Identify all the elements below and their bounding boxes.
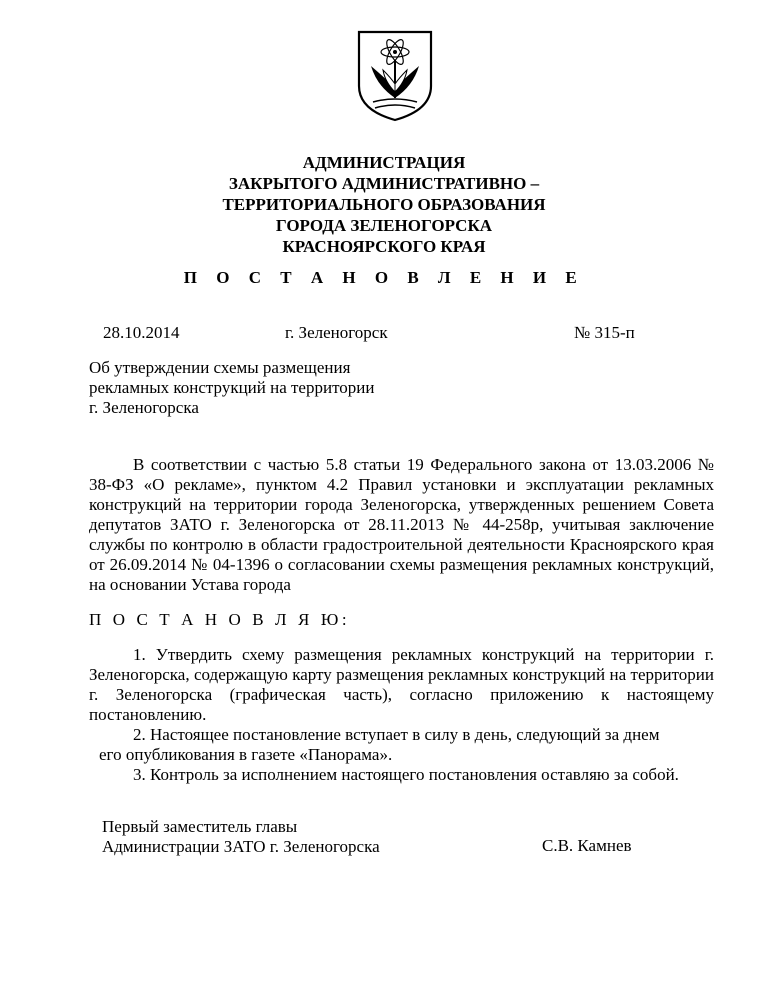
- subject-line: Об утверждении схемы размещения: [89, 358, 351, 377]
- subject-line: рекламных конструкций на территории: [89, 378, 375, 397]
- signer-name: С.В. Камнев: [542, 836, 632, 855]
- signer-title-line1: Первый заместитель главы: [102, 817, 298, 836]
- document-type: П О С Т А Н О В Л Е Н И Е: [183, 268, 585, 287]
- header-line: АДМИНИСТРАЦИЯ: [302, 153, 466, 172]
- header-line: ЗАКРЫТОГО АДМИНИСТРАТИВНО –: [228, 174, 540, 193]
- decree-item-2-cont: его опубликования в газете «Панорама».: [99, 745, 393, 764]
- document-city: г. Зеленогорск: [285, 323, 388, 342]
- preamble-paragraph: В соответствии с частью 5.8 статьи 19 Федерального закона от 13.03.2006 № 38-ФЗ «О рекламе», пунктом 4.2 Правил установки и эксплуатации рекламных конструкций на территории города Зеленогорска, утвержденных решением Совета депутатов ЗАТО г. Зеленогорска от 28.11.2013 № 44-258р, учитывая заключение службы по контролю в области градостроительной деятельности Красноярского края от 26.09.2014 № 04-1396 о согласовании схемы размещения рекламных конструкций, на основании Устава города: [89, 455, 714, 594]
- header-line: ТЕРРИТОРИАЛЬНОГО ОБРАЗОВАНИЯ: [222, 195, 546, 214]
- decree-item-2: [89, 725, 714, 765]
- document-date: 28.10.2014: [103, 323, 180, 342]
- signer-title: [102, 817, 380, 857]
- document-number: № 315-п: [574, 323, 635, 342]
- decree-item-3: 3. Контроль за исполнением настоящего постановления оставляю за собой.: [133, 765, 679, 784]
- decree-item-1: 1. Утвердить схему размещения рекламных конструкций на территории г. Зеленогорска, содержащую карту размещения рекламных конструкций на территории г. Зеленогорска (графическая часть), согласно приложению к настоящему постановлению.: [89, 645, 714, 724]
- signer-title-line2: Администрации ЗАТО г. Зеленогорска: [102, 837, 380, 856]
- decree-heading: П О С Т А Н О В Л Я Ю:: [89, 610, 351, 629]
- header-line: ГОРОДА ЗЕЛЕНОГОРСКА: [275, 216, 493, 235]
- header-line: КРАСНОЯРСКОГО КРАЯ: [282, 237, 486, 256]
- decree-items: [89, 645, 714, 785]
- organization-header: [0, 152, 768, 257]
- subject-line: г. Зеленогорска: [89, 398, 199, 417]
- decree-item-2-first: 2. Настоящее постановление вступает в силу в день, следующий за днем: [133, 725, 660, 744]
- coat-of-arms-icon: [355, 26, 435, 124]
- document-subject: [89, 358, 419, 418]
